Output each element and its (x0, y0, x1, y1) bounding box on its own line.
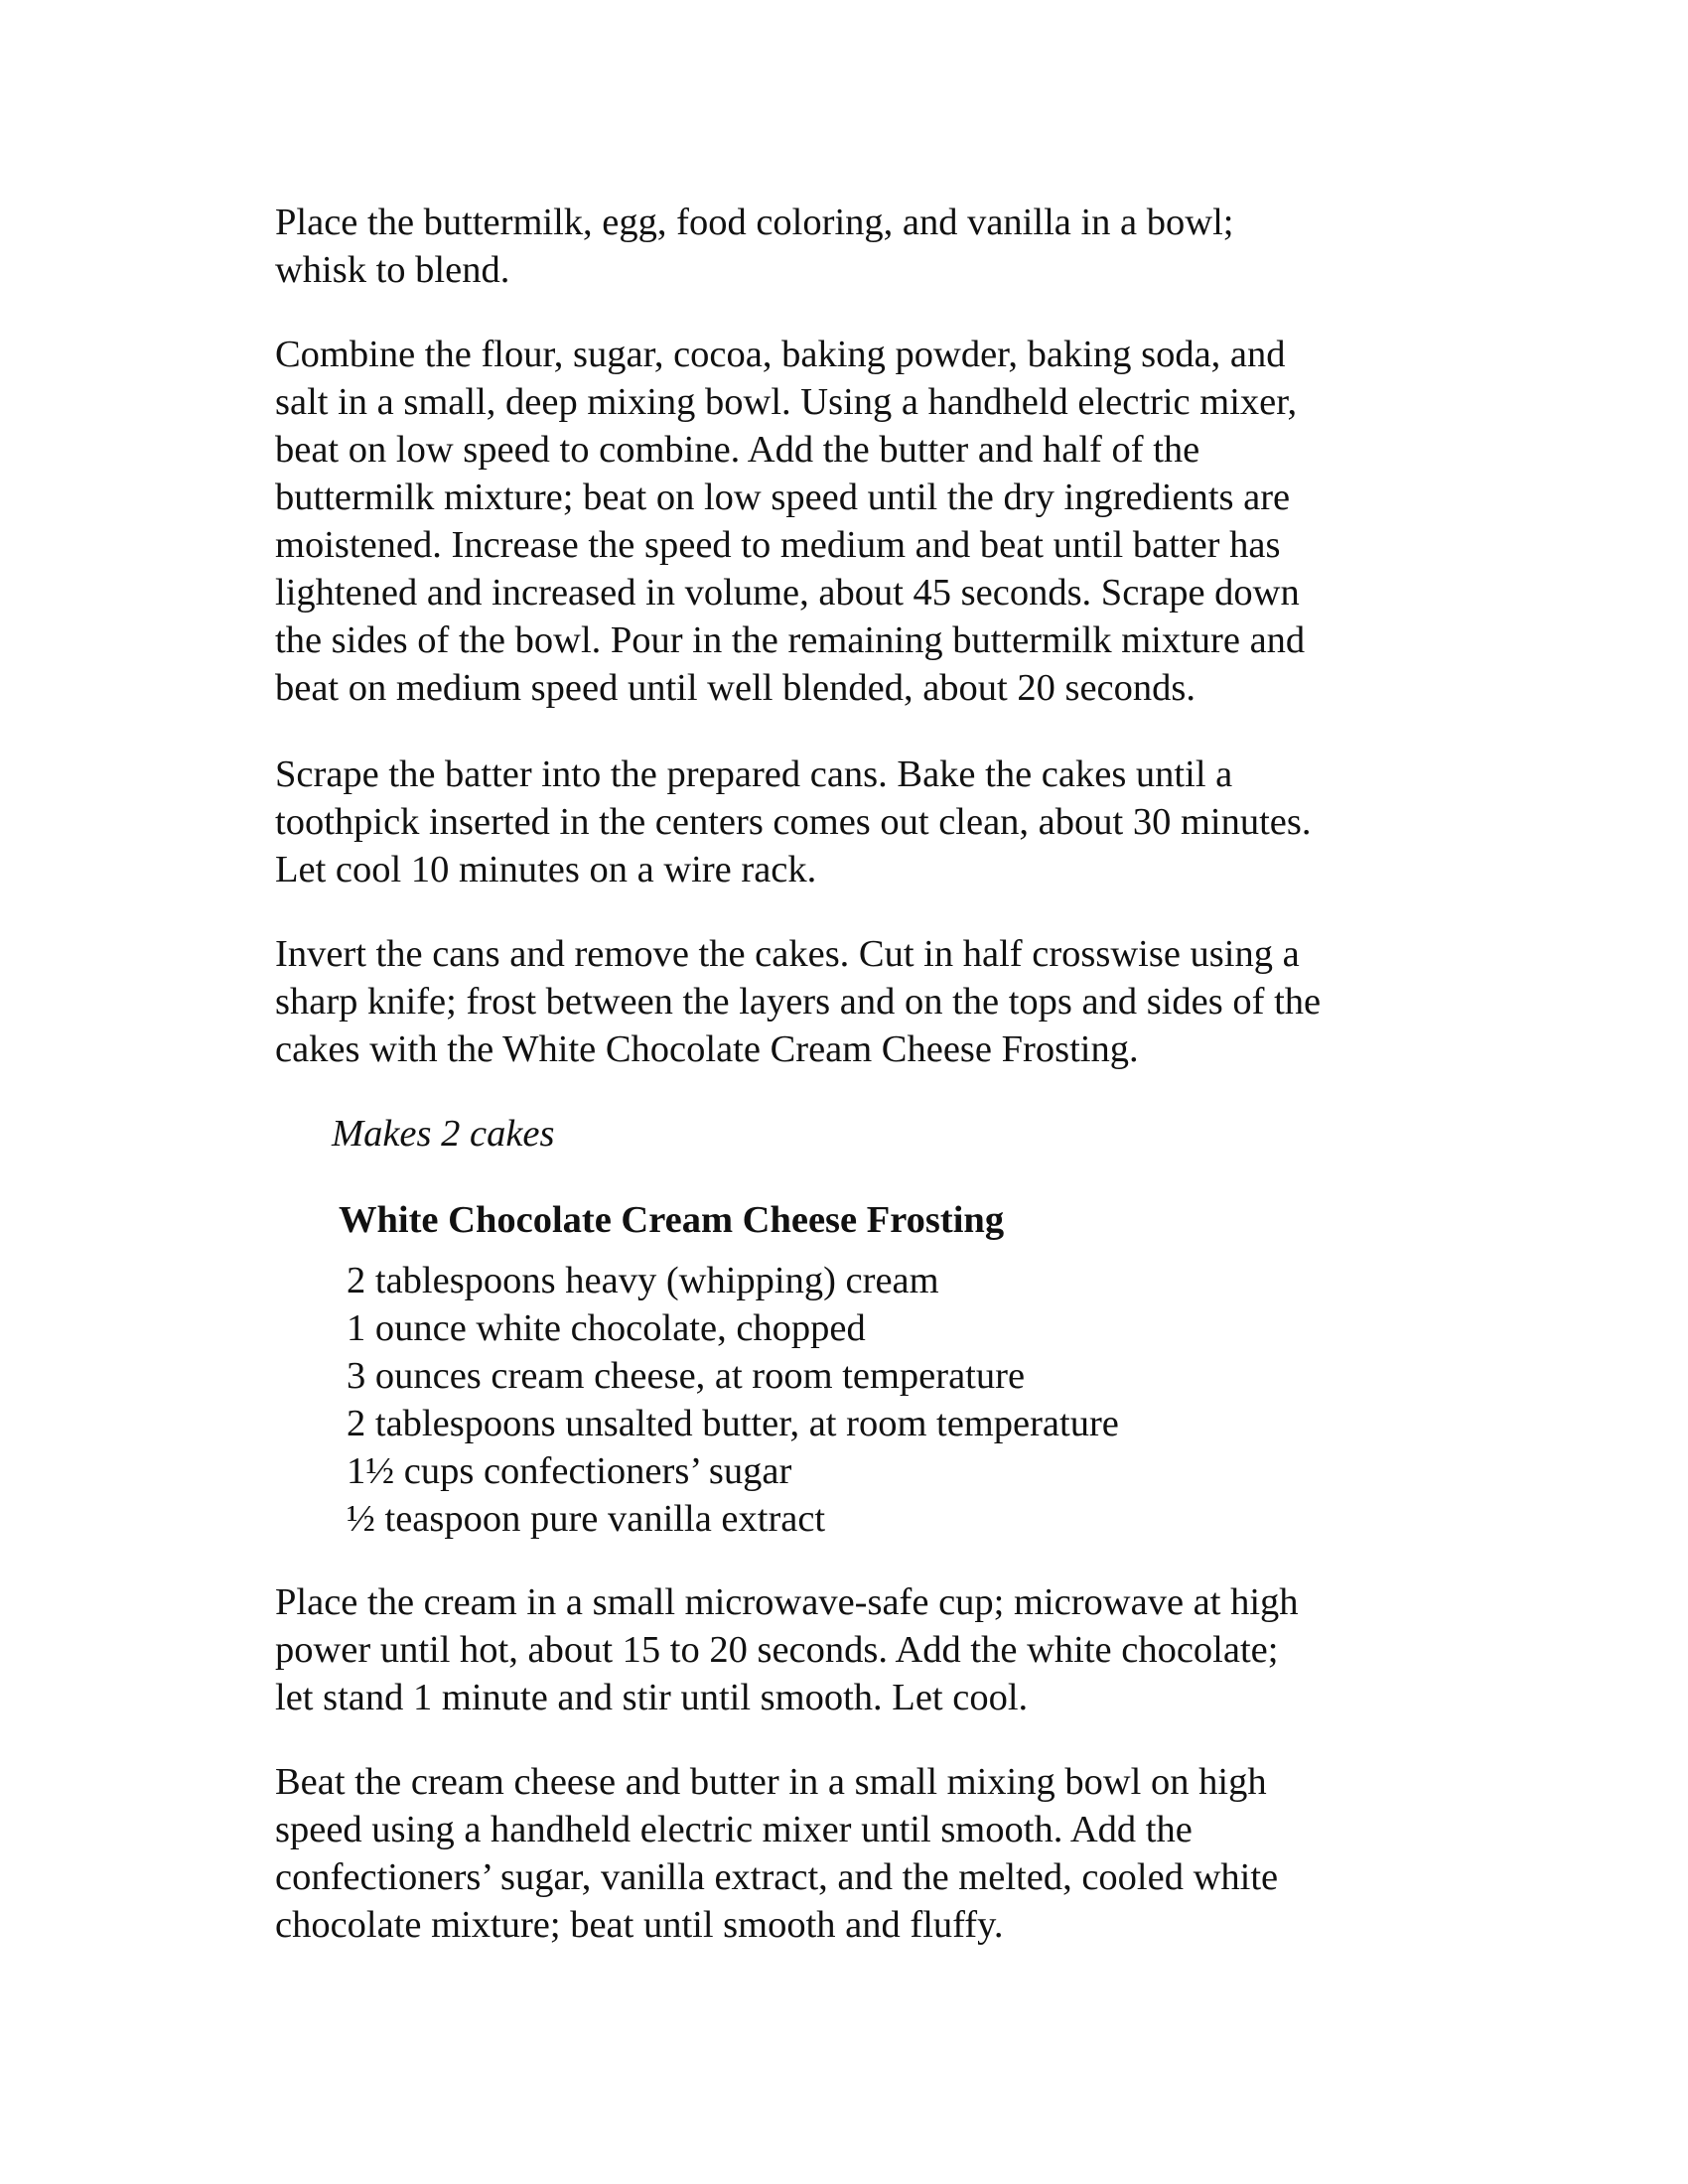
ingredient-item: 2 tablespoons unsalted butter, at room temperature (347, 1403, 1119, 1444)
instruction-paragraph: Invert the cans and remove the cakes. Cut in half crosswise using a sharp knife; frost between the layers and on the tops and sides of the cakes with the White Chocolate Cream Cheese Frosting. (275, 933, 1322, 1070)
instruction-paragraph: Place the buttermilk, egg, food coloring, and vanilla in a bowl; whisk to blend. (275, 202, 1234, 291)
ingredient-item: 3 ounces cream cheese, at room temperature (347, 1355, 1026, 1397)
ingredient-item: 2 tablespoons heavy (whipping) cream (347, 1260, 939, 1301)
ingredient-list (347, 1257, 1119, 1543)
frosting-instruction-paragraph: Place the cream in a small microwave-safe cup; microwave at high power until hot, about 15 to 20 seconds. Add the white chocolate; let stand 1 minute and stir until smooth. Let cool. (275, 1581, 1299, 1718)
ingredient-item: 1 ounce white chocolate, chopped (347, 1307, 866, 1349)
instruction-paragraph: Scrape the batter into the prepared cans. Bake the cakes until a toothpick inserted in the centers comes out clean, about 30 minutes. Let cool 10 minutes on a wire rack. (275, 753, 1312, 890)
frosting-instruction-paragraph: Beat the cream cheese and butter in a small mixing bowl on high speed using a handheld electric mixer until smooth. Add the confectioners’ sugar, vanilla extract, and the melted, cooled white chocolate mixture; beat until smooth and fluffy. (275, 1761, 1279, 1946)
instruction-paragraph: Combine the flour, sugar, cocoa, baking powder, baking soda, and salt in a small, deep mixing bowl. Using a handheld electric mixer, beat on low speed to combine. Add the butter and half of the buttermilk mixture; beat on low speed until the dry ingredients are moistened. Increase the speed to medium and beat until batter has lightened and increased in volume, about 45 seconds. Scrape down the sides of the bowl. Pour in the remaining buttermilk mixture and beat on medium speed until well blended, about 20 seconds. (275, 334, 1306, 709)
ingredient-item: ½ teaspoon pure vanilla extract (347, 1498, 826, 1540)
recipe-yield: Makes 2 cakes (332, 1113, 555, 1155)
frosting-title: White Chocolate Cream Cheese Frosting (339, 1199, 1005, 1241)
ingredient-item: 1½ cups confectioners’ sugar (347, 1450, 792, 1492)
